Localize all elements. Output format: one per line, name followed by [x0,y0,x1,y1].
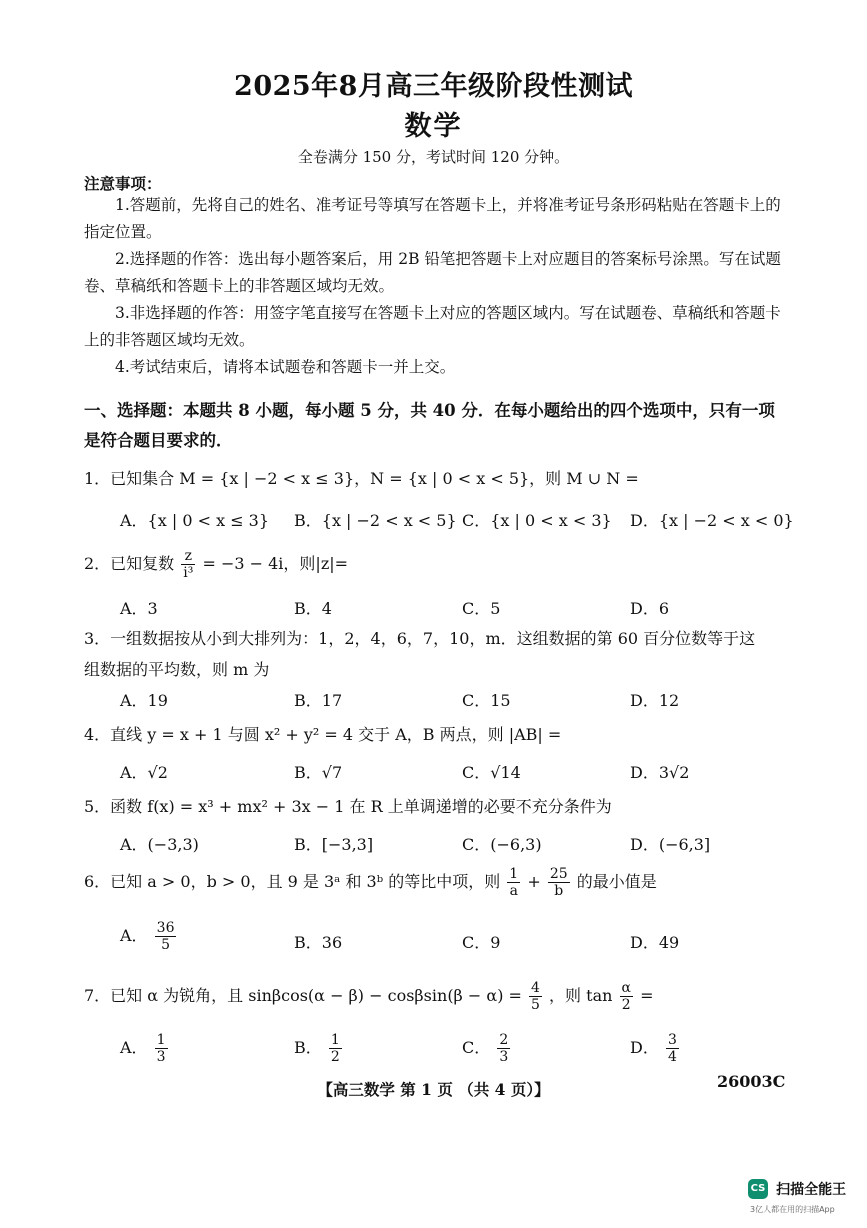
fraction [155,1032,168,1065]
option-label: D． [630,1038,659,1057]
fraction-numerator: 1 [330,1032,340,1048]
fraction [507,866,520,899]
notice-item: 3.非选择题的作答：用签字笔直接写在答题卡上对应的答题区域内。写在试题卷、草稿纸和答题卡上的非答题区域均无效。 [84,304,781,349]
option-a[interactable]: A．3 [120,599,158,618]
option-c[interactable] [462,1032,512,1065]
option-a[interactable]: A．19 [120,691,168,710]
fraction [497,1032,510,1065]
question-stem: 5．函数 f(x) = x³ + mx² + 3x − 1 在 R 上单调递增的必要不充分条件为 [84,797,612,816]
question-3 [84,626,794,710]
fraction-denominator: i³ [183,565,194,581]
question-7 [84,980,794,1065]
exam-subject: 数学 [404,111,463,142]
page-footer: 【高三数学 第 1 页 （共 4 页）】 [317,1080,550,1099]
fraction [620,980,633,1013]
option-row [84,1032,794,1072]
scanner-watermark [748,1178,846,1199]
notice-title: 注意事项： [84,174,162,193]
notice-item: 2.选择题的作答：选出每小题答案后，用 2B 铅笔把答题卡上对应题目的答案标号涂黑。写在试题卷、草稿纸和答题卡上的非答题区域均无效。 [84,250,781,295]
option-row [84,920,794,960]
question-1 [84,466,794,530]
fraction-numerator: 1 [509,866,519,882]
notice-list [84,192,784,381]
option-c[interactable]: C．√14 [462,763,521,782]
question-stem: 3．一组数据按从小到大排列为：1，2，4，6，7，10，m．这组数据的第 60 百分位数等于这 [84,629,756,648]
fraction-numerator: α [621,980,631,996]
question-stem [84,980,794,1013]
fraction-numerator: 25 [549,866,568,882]
fraction-denominator: 2 [330,1049,340,1065]
stem-text: = −3 − 4i，则|z|= [202,554,349,573]
section-heading: 一、选择题：本题共 8 小题，每小题 5 分，共 40 分．在每小题给出的四个选项中，只有一项是符合题目要求的． [84,401,775,450]
option-d[interactable]: D．49 [630,933,680,952]
option-d[interactable]: D．{x | −2 < x < 0} [630,511,794,530]
fraction-denominator: b [554,883,564,899]
option-a[interactable]: A．√2 [120,763,168,782]
option-a[interactable] [120,1032,170,1065]
plus-sign: + [527,872,541,891]
option-label: B． [294,1038,322,1057]
fraction [548,866,570,899]
option-c[interactable]: C．{x | 0 < x < 3} [462,511,612,530]
option-label: C． [462,1038,491,1057]
scanner-name: 扫描全能王 [776,1181,847,1198]
option-b[interactable]: B．17 [294,691,343,710]
option-b[interactable]: B．[−3,3] [294,835,374,854]
option-b[interactable] [294,1032,344,1065]
exam-title: 2025年8月高三年级阶段性测试 [234,71,633,102]
question-stem-continued: 组数据的平均数，则 m 为 [84,660,270,679]
option-d[interactable]: D．12 [630,691,680,710]
fraction-numerator: 36 [156,920,175,936]
fraction [181,548,195,581]
exam-code: 26003C [717,1072,786,1091]
option-c[interactable]: C．(−6,3) [462,835,542,854]
fraction-denominator: 2 [621,997,631,1013]
question-4 [84,722,794,782]
option-a[interactable] [120,920,178,953]
stem-text: 的最小值是 [576,872,657,891]
option-b[interactable]: B．{x | −2 < x < 5} [294,511,457,530]
stem-text: 7．已知 α 为锐角，且 sinβcos(α − β) − cosβsin(β − α) = [84,986,522,1005]
option-c[interactable]: C．5 [462,599,501,618]
option-b[interactable]: B．√7 [294,763,343,782]
option-a[interactable]: A．{x | 0 < x ≤ 3} [120,511,270,530]
question-6 [84,866,794,953]
question-stem [84,866,794,899]
notice-item: 4.考试结束后，请将本试题卷和答题卡一并上交。 [115,358,456,376]
fraction-denominator: 5 [531,997,540,1013]
option-d[interactable]: D．6 [630,599,670,618]
question-stem [84,548,794,581]
stem-text: 2．已知复数 [84,554,175,573]
fraction-numerator: 4 [531,980,540,996]
fraction [155,920,177,953]
option-b[interactable]: B．4 [294,599,332,618]
fraction-denominator: 3 [156,1049,166,1065]
question-stem: 4．直线 y = x + 1 与圆 x² + y² = 4 交于 A，B 两点，则 |AB| = [84,725,562,744]
option-c[interactable]: C．9 [462,933,501,952]
option-label: A． [120,926,148,945]
scanner-logo-icon: CS [748,1179,768,1199]
fraction [329,1032,342,1065]
stem-text: 6．已知 a > 0，b > 0，且 9 是 3ᵃ 和 3ᵇ 的等比中项，则 [84,872,501,891]
fraction-numerator: 2 [499,1032,509,1048]
stem-text: = [640,986,654,1005]
fraction [529,980,542,1013]
fraction-denominator: a [509,883,518,899]
question-2 [84,548,794,618]
stem-text: ，则 tan [549,986,613,1005]
option-row [84,508,794,548]
scanner-tagline: 3亿人都在用的扫描App [750,1205,835,1214]
fraction-denominator: 5 [161,937,171,953]
fraction-denominator: 4 [667,1049,677,1065]
exam-info: 全卷满分 150 分，考试时间 120 分钟。 [297,148,570,166]
notice-item: 1.答题前，先将自己的姓名、准考证号等填写在答题卡上，并将准考证号条形码粘贴在答题卡上的指定位置。 [84,196,781,241]
option-d[interactable] [630,1032,681,1065]
option-c[interactable]: C．15 [462,691,511,710]
question-5 [84,794,794,854]
option-b[interactable]: B．36 [294,933,343,952]
option-a[interactable]: A．(−3,3) [120,835,199,854]
fraction-numerator: z [181,548,195,565]
option-label: A． [120,1038,148,1057]
fraction-numerator: 1 [156,1032,166,1048]
option-d[interactable]: D．3√2 [630,763,690,782]
fraction-denominator: 3 [499,1049,509,1065]
fraction [666,1032,679,1065]
question-stem: 1．已知集合 M = {x | −2 < x ≤ 3}，N = {x | 0 < x < 5}，则 M ∪ N = [84,469,639,488]
option-d[interactable]: D．(−6,3] [630,835,711,854]
fraction-numerator: 3 [667,1032,677,1048]
